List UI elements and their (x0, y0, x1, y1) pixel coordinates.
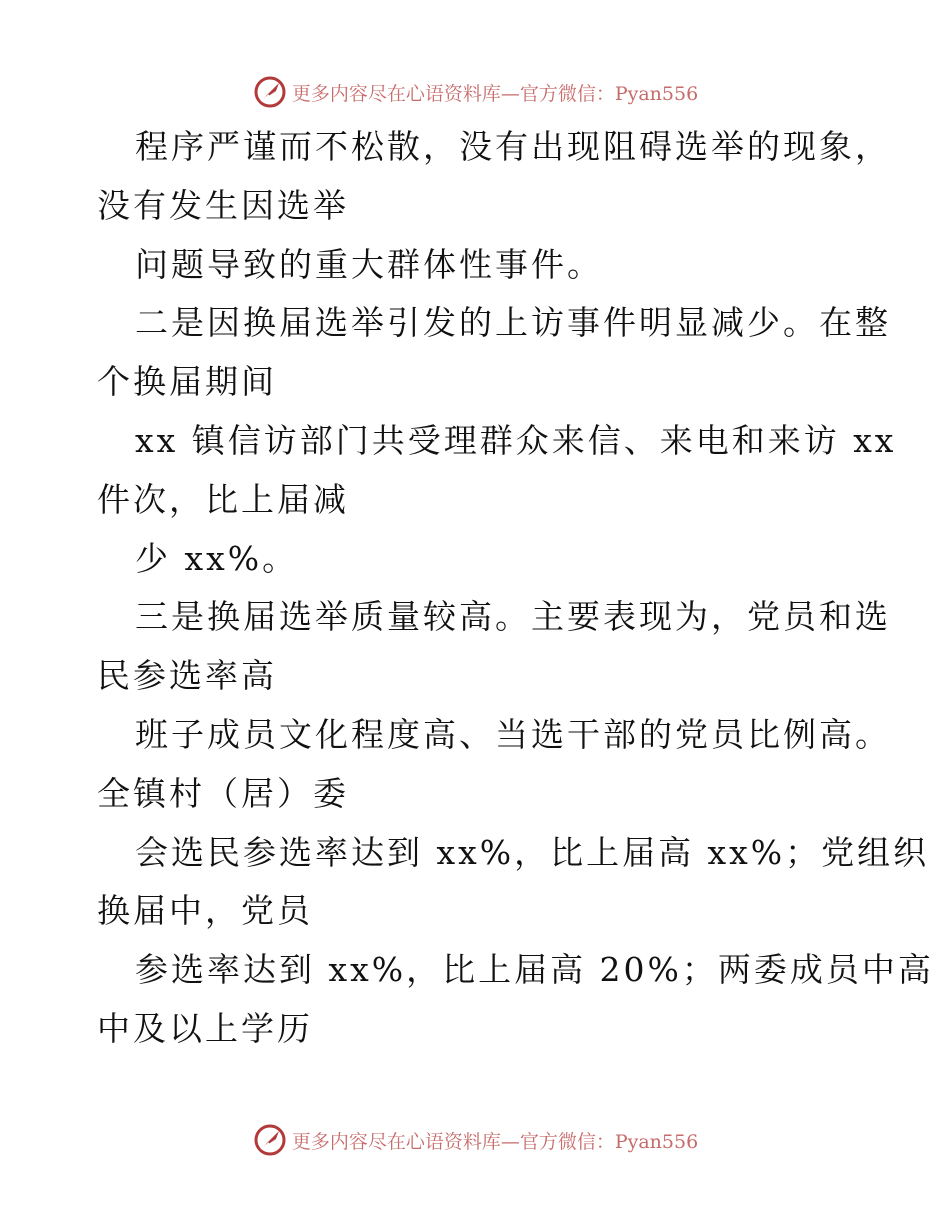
text-line: 件次，比上届减 (97, 479, 349, 519)
document-body (97, 118, 934, 1059)
quill-logo-icon (252, 74, 288, 110)
text-line: xx 镇信访部门共受理群众来信、来电和来访 xx (135, 420, 897, 460)
text-line: 二是因换届选举引发的上访事件明显减少。在整 (135, 303, 891, 343)
footer-banner (0, 1120, 950, 1160)
text-line: 问题导致的重大群体性事件。 (135, 244, 603, 284)
quill-logo-icon (252, 1122, 288, 1158)
text-line: 参选率达到 xx%，比上届高 20%；两委成员中高 (135, 950, 934, 990)
text-line: 少 xx%。 (135, 538, 299, 578)
text-line: 三是换届选举质量较高。主要表现为，党员和选 (135, 597, 891, 637)
text-line: 个换届期间 (97, 362, 277, 402)
text-line: 班子成员文化程度高、当选干部的党员比例高。 (135, 714, 891, 754)
header-banner (0, 72, 950, 112)
footer-banner-text: 更多内容尽在心语资料库—官方微信：Pyan556 (291, 1130, 699, 1153)
text-line: 换届中，党员 (97, 891, 313, 931)
text-line: 全镇村（居）委 (97, 773, 349, 813)
text-line: 会选民参选率达到 xx%，比上届高 xx%；党组织 (135, 832, 930, 872)
header-banner-text: 更多内容尽在心语资料库—官方微信：Pyan556 (291, 82, 699, 105)
text-line: 民参选率高 (97, 656, 277, 696)
text-line: 中及以上学历 (97, 1008, 313, 1048)
text-line: 程序严谨而不松散，没有出现阻碍选举的现象， (135, 127, 891, 166)
text-line: 没有发生因选举 (97, 185, 349, 225)
